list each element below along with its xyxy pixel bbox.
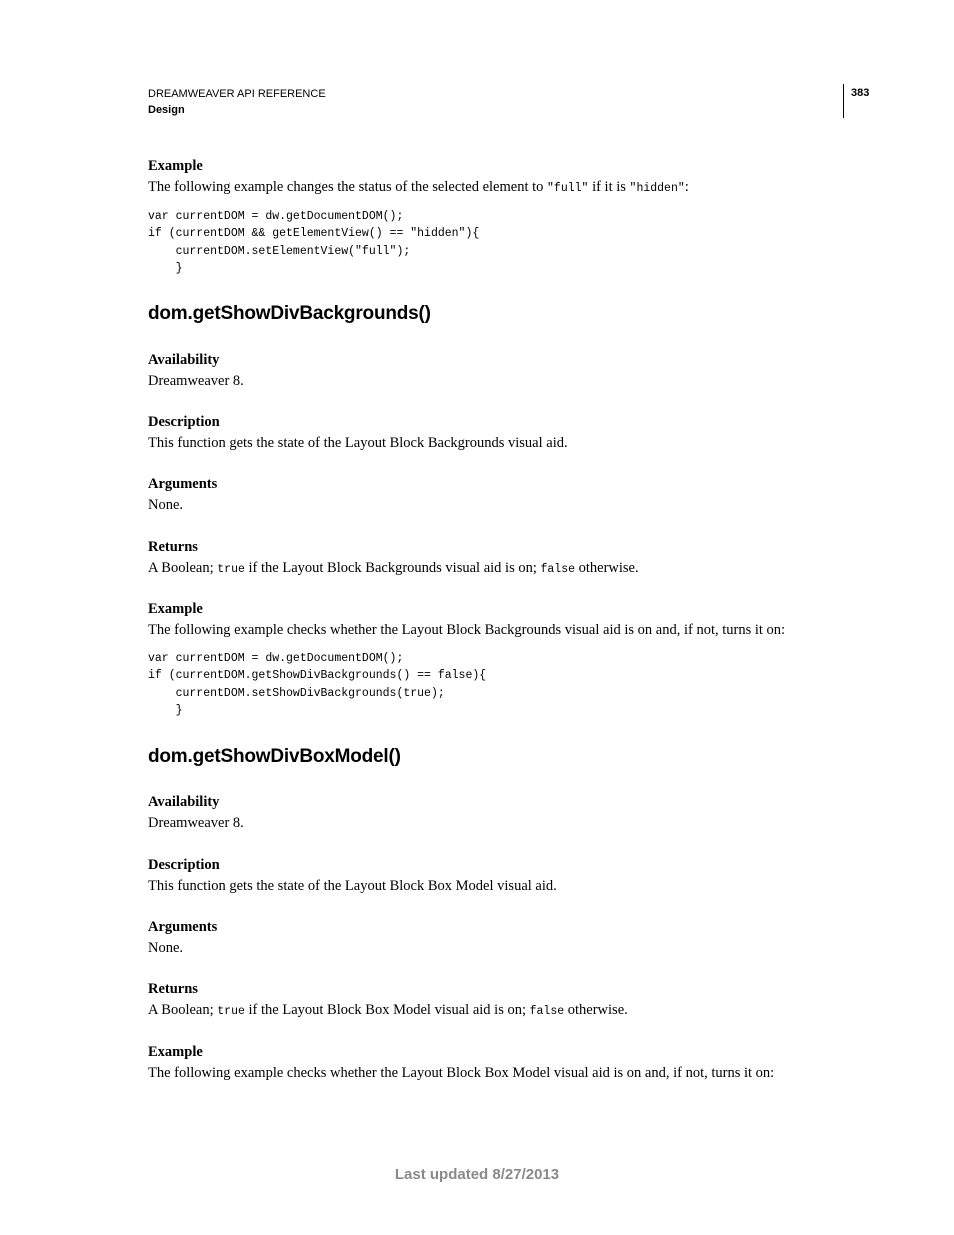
arguments-heading: Arguments xyxy=(148,919,218,935)
running-header-section: Design xyxy=(148,104,185,116)
inline-code-false: false xyxy=(540,563,575,576)
returns-heading: Returns xyxy=(148,539,198,555)
returns-text xyxy=(148,1002,628,1019)
running-header-title: DREAMWEAVER API REFERENCE xyxy=(148,88,326,100)
arguments-text: None. xyxy=(148,497,184,513)
inline-code-true: true xyxy=(217,1005,245,1018)
code-line: currentDOM.setShowDivBackgrounds(true); xyxy=(148,686,445,700)
arguments-text: None. xyxy=(148,940,184,956)
returns-heading: Returns xyxy=(148,981,198,997)
page-number: 383 xyxy=(851,87,870,99)
example-description: The following example checks whether the Layout Block Box Model visual aid is on and, if not, turns it on: xyxy=(148,1065,775,1081)
code-line: if (currentDOM && getElementView() == "hidden"){ xyxy=(148,227,480,241)
code-line: currentDOM.setElementView("full"); xyxy=(148,244,411,258)
text-run: A Boolean; xyxy=(148,560,218,576)
header-divider xyxy=(843,84,844,118)
last-updated-footer: Last updated 8/27/2013 xyxy=(394,1166,560,1183)
availability-heading: Availability xyxy=(148,352,220,368)
inline-code-full: "full" xyxy=(547,182,589,195)
code-block xyxy=(148,208,479,277)
code-line: } xyxy=(148,261,183,275)
example-heading: Example xyxy=(148,601,203,617)
text-run: if it is xyxy=(588,179,630,195)
example-description: The following example checks whether the Layout Block Backgrounds visual aid is on and, if not, turns it on: xyxy=(148,622,786,638)
returns-text xyxy=(148,560,639,577)
code-line: if (currentDOM.getShowDivBackgrounds() == false){ xyxy=(148,669,487,683)
text-run: if the Layout Block Box Model visual aid is on; xyxy=(244,1002,530,1018)
code-line: var currentDOM = dw.getDocumentDOM(); xyxy=(148,210,404,223)
arguments-heading: Arguments xyxy=(148,476,218,492)
text-run: otherwise. xyxy=(575,560,639,576)
description-text: This function gets the state of the Layout Block Box Model visual aid. xyxy=(148,878,557,894)
description-text: This function gets the state of the Layout Block Backgrounds visual aid. xyxy=(148,435,568,451)
function-heading: dom.getShowDivBoxModel() xyxy=(148,746,401,767)
inline-code-false: false xyxy=(529,1005,565,1018)
text-run: if the Layout Block Backgrounds visual aid is on; xyxy=(244,560,541,576)
function-heading: dom.getShowDivBackgrounds() xyxy=(148,303,431,324)
description-heading: Description xyxy=(148,414,220,430)
availability-text: Dreamweaver 8. xyxy=(148,815,244,831)
code-block xyxy=(148,650,486,719)
availability-text: Dreamweaver 8. xyxy=(148,373,244,389)
example-heading: Example xyxy=(148,158,203,174)
text-run: A Boolean; xyxy=(148,1002,218,1018)
example-heading: Example xyxy=(148,1044,203,1060)
description-heading: Description xyxy=(148,857,220,873)
text-run: : xyxy=(684,179,689,195)
code-line: } xyxy=(148,703,183,717)
availability-heading: Availability xyxy=(148,794,220,810)
inline-code-true: true xyxy=(217,563,245,576)
text-run: The following example changes the status of the selected element to xyxy=(148,179,548,195)
inline-code-hidden: "hidden" xyxy=(629,182,685,195)
code-line: var currentDOM = dw.getDocumentDOM(); xyxy=(148,652,404,665)
example-description xyxy=(148,179,689,196)
text-run: otherwise. xyxy=(564,1002,628,1018)
